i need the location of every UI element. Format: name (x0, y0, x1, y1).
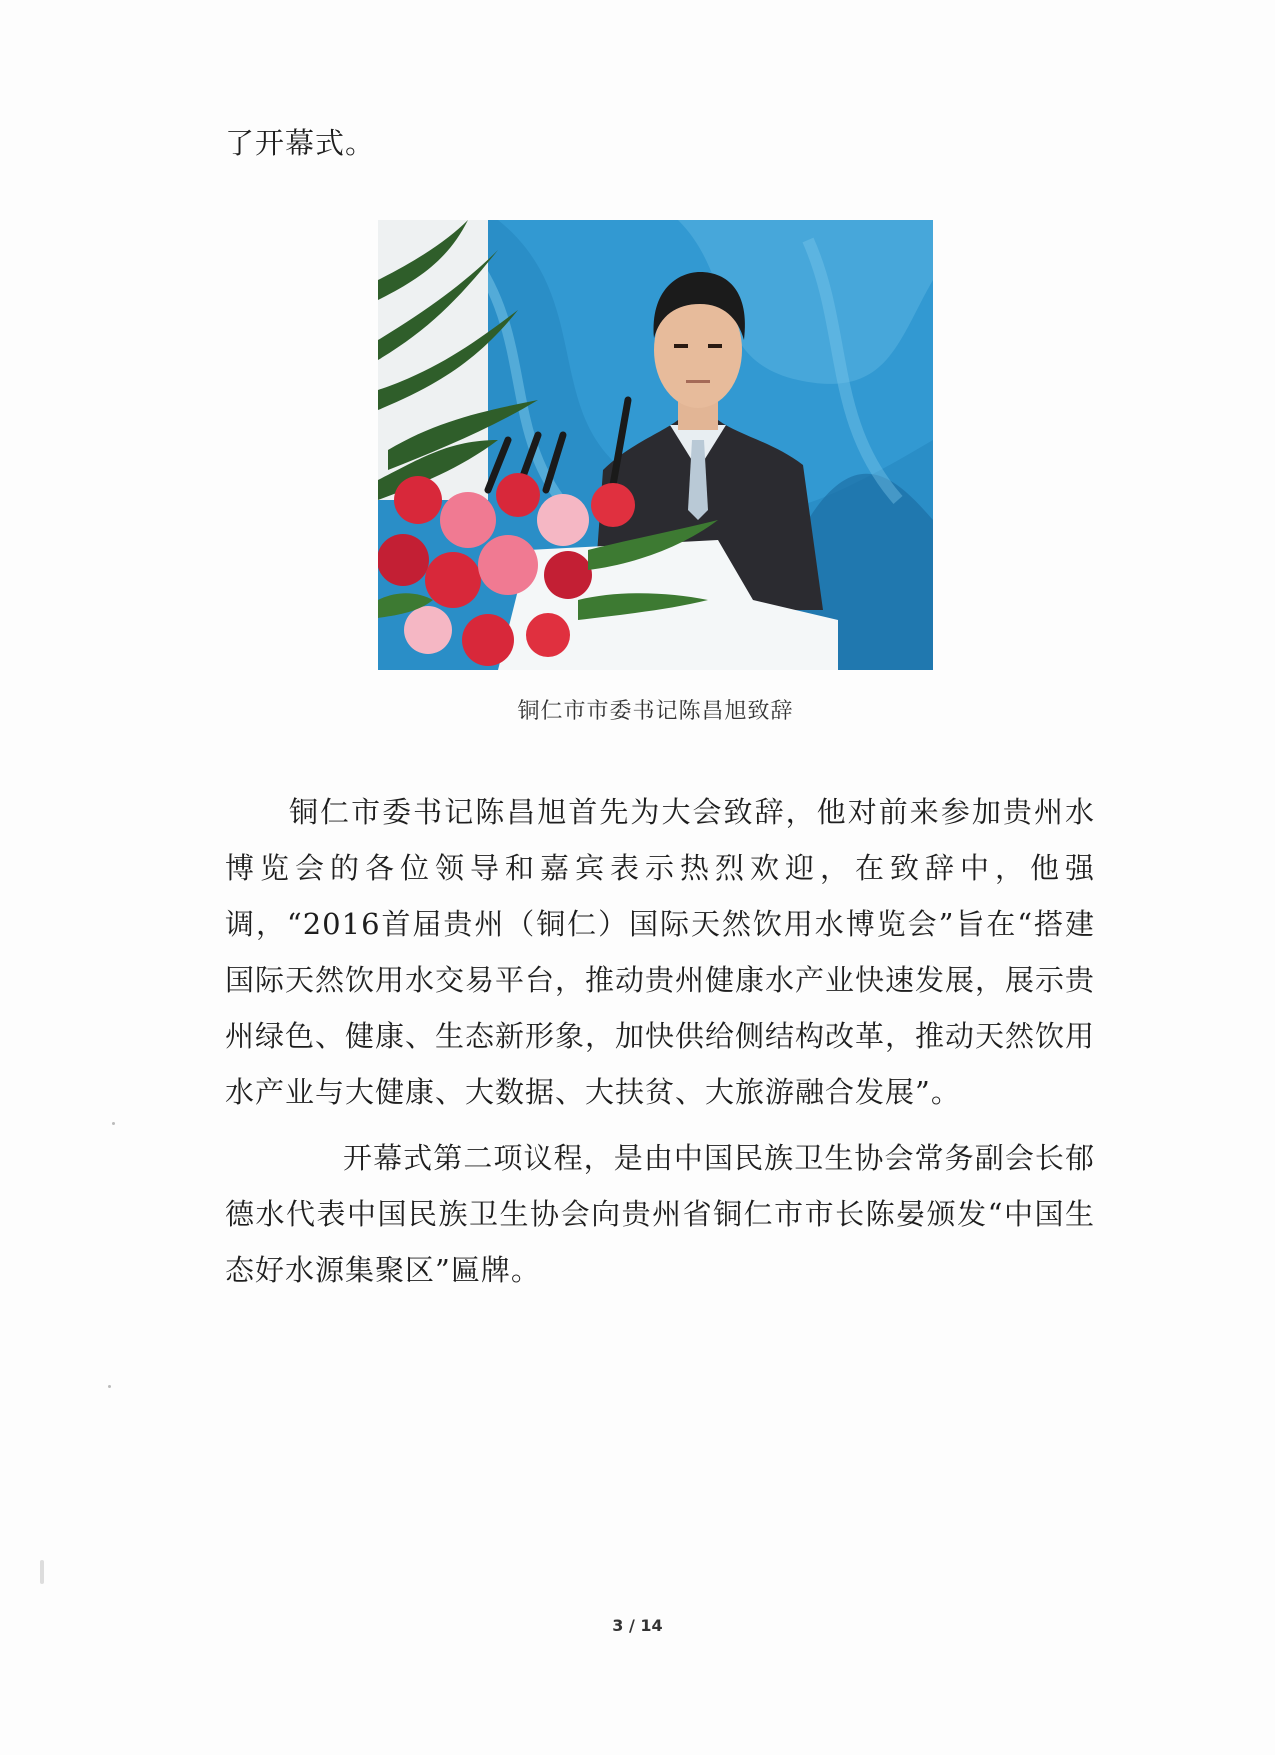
speaker-illustration (378, 220, 933, 670)
scan-speck (112, 1122, 115, 1125)
paragraph-second-agenda-item: 开幕式第二项议程，是由中国民族卫生协会常务副会长郁德水代表中国民族卫生协会向贵州省铜仁市市长陈晏颁发“中国生态好水源集聚区”匾牌。 (225, 1141, 1095, 1287)
page-number: 3 / 14 (612, 1616, 663, 1635)
photo-caption: 铜仁市市委书记陈昌旭致辞 (517, 699, 794, 724)
speech-photo (378, 220, 933, 670)
scan-speck (108, 1385, 111, 1388)
paragraph-continuation: 了开幕式。 (225, 126, 376, 160)
scan-speck (40, 1560, 44, 1584)
paragraph-speech: 铜仁市委书记陈昌旭首先为大会致辞，他对前来参加贵州水博览会的各位领导和嘉宾表示热烈欢迎，在致辞中，他强调，“2016首届贵州（铜仁）国际天然饮用水博览会”旨在“搭建国际天然饮用水交易平台，推动贵州健康水产业快速发展，展示贵州绿色、健康、生态新形象，加快供给侧结构改革，推动天然饮用水产业与大健康、大数据、大扶贫、大旅游融合发展”。 (225, 795, 1096, 1109)
